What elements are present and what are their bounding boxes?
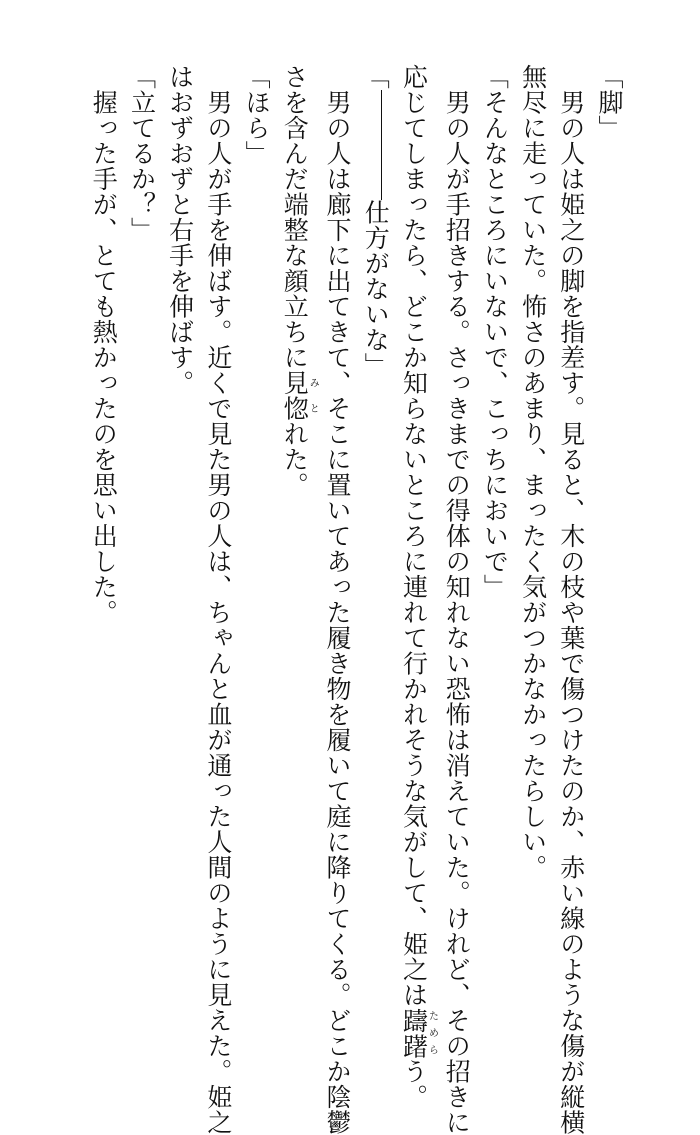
text-line xyxy=(275,64,318,964)
line-text: 「脚」 xyxy=(595,64,624,141)
line-text: 握った手が、とても熱かったのを思い出した。 xyxy=(89,64,119,625)
ruby-base: 見惚 xyxy=(280,370,310,421)
text-line xyxy=(84,64,122,964)
text-line xyxy=(199,64,237,1135)
line-text: 仕方がないな」 xyxy=(361,199,391,378)
line-text: 無尽に走っていた。怖さのあまり、まったく気がつかなかったらしい。 xyxy=(518,64,548,880)
line-text: 男の人は姫之の脚を指差す。見ると、木の枝や葉で傷つけたのか、赤い線のような傷が縦横 xyxy=(556,64,586,1135)
vertical-text-body xyxy=(84,64,628,1135)
text-line xyxy=(122,64,160,964)
line-text: 「そんなところにいないで、こっちにおいで」 xyxy=(480,64,510,600)
text-line xyxy=(513,64,551,964)
line-text: 応じてしまったら、どこか知らないところに連れて行かれそうな気がして、姫之は xyxy=(399,64,429,1008)
line-text: 「ほら」 xyxy=(242,64,272,166)
text-line xyxy=(318,64,356,1135)
line-text: はおずおずと右手を伸ばす。 xyxy=(165,64,195,396)
text-line xyxy=(437,64,475,1135)
ruby-mitoreru xyxy=(280,370,319,421)
ruby-tamerau xyxy=(399,1007,438,1059)
ruby-reading: みと xyxy=(307,370,319,421)
line-text: 「立てるか？」 xyxy=(127,64,157,243)
open-bracket: 「 xyxy=(361,64,391,90)
em-dash xyxy=(381,90,382,200)
text-line xyxy=(552,64,590,1135)
text-line xyxy=(590,64,628,964)
line-text: さを含んだ端整な顔立ちに xyxy=(280,64,310,370)
text-line xyxy=(160,64,198,964)
line-text: う。 xyxy=(399,1058,429,1110)
line-text: 男の人が手招きする。さっきまでの得体の知れない恐怖は消えていた。けれど、その招きに xyxy=(442,64,472,1135)
text-line xyxy=(475,64,513,964)
text-line xyxy=(237,64,275,964)
line-text: 男の人が手を伸ばす。近くで見た男の人は、ちゃんと血が通った人間のように見えた。姫之 xyxy=(203,64,233,1135)
line-text: れた。 xyxy=(280,421,310,498)
text-line xyxy=(356,64,394,964)
ruby-base: 躊躇 xyxy=(399,1007,429,1059)
ruby-reading: ためら xyxy=(426,1007,438,1059)
line-text: 男の人は廊下に出てきて、そこに置いてあった履き物を履いて庭に降りてくる。どこか陰鬱 xyxy=(322,64,352,1135)
text-line xyxy=(394,64,438,1110)
